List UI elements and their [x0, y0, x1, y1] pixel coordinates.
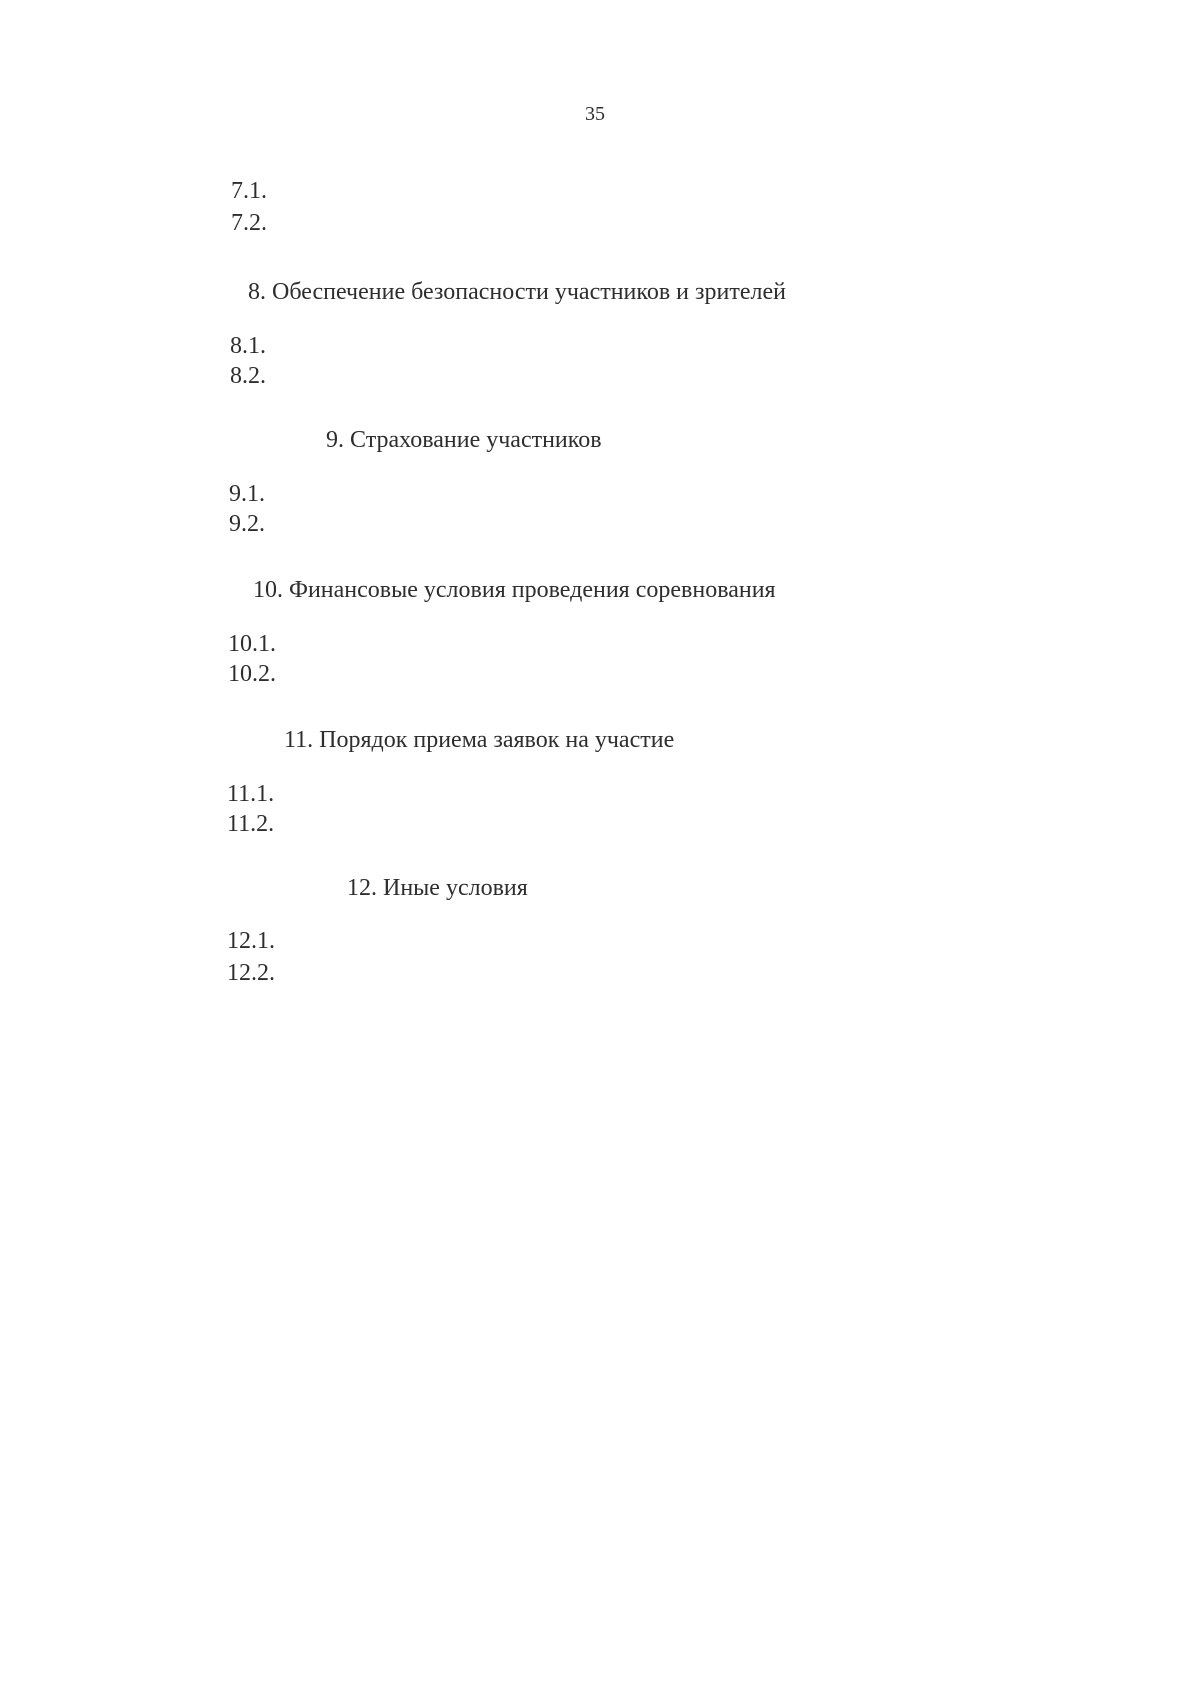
- item-10-2: 10.2.: [228, 661, 276, 687]
- item-7-2: 7.2.: [231, 210, 267, 236]
- heading-section-9: 9. Страхование участников: [326, 427, 602, 453]
- item-10-1: 10.1.: [228, 631, 276, 657]
- item-9-2: 9.2.: [229, 511, 265, 537]
- item-11-2: 11.2.: [227, 811, 275, 837]
- page-number: 35: [585, 103, 605, 125]
- item-7-1: 7.1.: [231, 178, 267, 204]
- item-8-2: 8.2.: [230, 363, 266, 389]
- item-8-1: 8.1.: [230, 333, 266, 359]
- heading-section-12: 12. Иные условия: [347, 875, 528, 901]
- heading-section-11: 11. Порядок приема заявок на участие: [284, 727, 675, 753]
- heading-section-10: 10. Финансовые условия проведения соревнования: [253, 577, 776, 603]
- item-11-1: 11.1.: [227, 781, 275, 807]
- item-12-2: 12.2.: [227, 960, 275, 986]
- item-12-1: 12.1.: [227, 928, 275, 954]
- item-9-1: 9.1.: [229, 481, 265, 507]
- heading-section-8: 8. Обеспечение безопасности участников и зрителей: [248, 279, 786, 305]
